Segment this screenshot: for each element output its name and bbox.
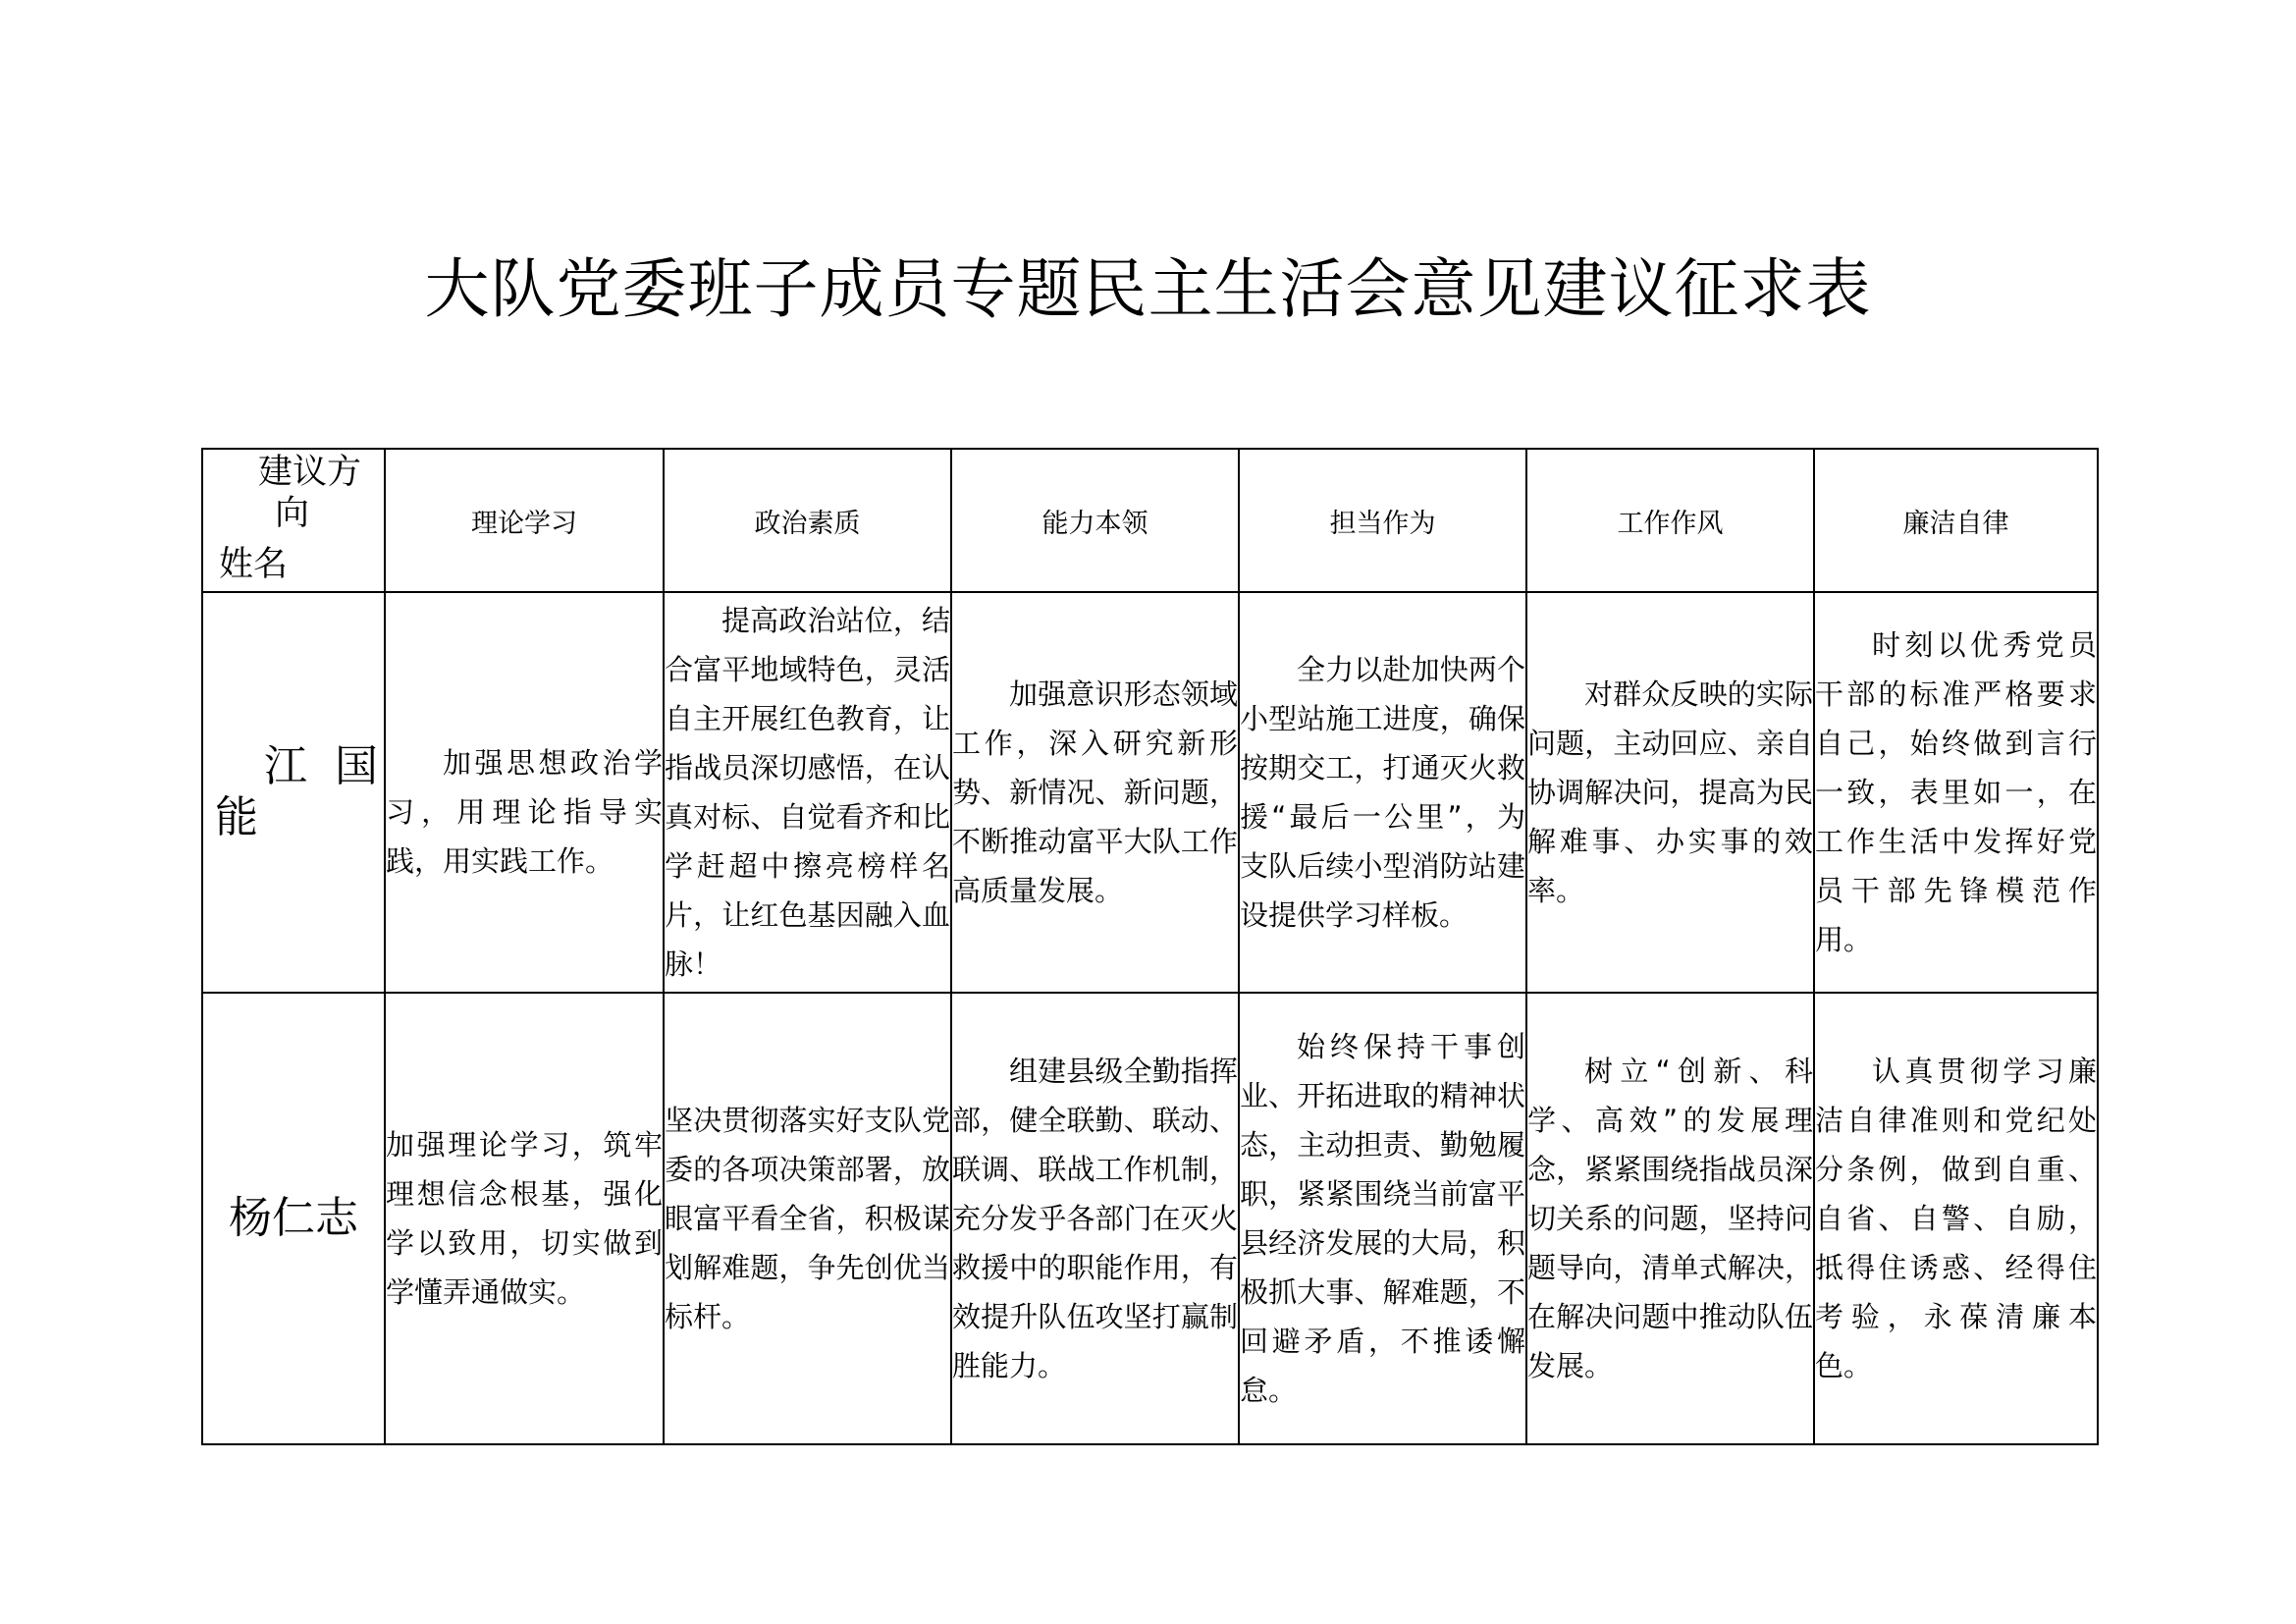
cell-politics: 坚决贯彻落实好支队党委的各项决策部署，放眼富平看全省，积极谋划解难题，争先创优当标杆。 (664, 993, 951, 1444)
cell-ability: 组建县级全勤指挥部，健全联勤、联动、联调、联战工作机制，充分发乎各部门在灭火救援中的职能作用，有效提升队伍攻坚打赢制胜能力。 (951, 993, 1239, 1444)
column-header-theory: 理论学习 (385, 449, 664, 592)
member-name-line2: 能 (215, 792, 258, 842)
cell-work-style: 对群众反映的实际问题，主动回应、亲自协调解决问，提高为民解难事、办实事的效率。 (1526, 592, 1814, 993)
column-header-work-style: 工作作风 (1526, 449, 1814, 592)
header-row (202, 449, 2098, 592)
corner-header-cell (202, 449, 385, 592)
page-title: 大队党委班子成员专题民主生活会意见建议征求表 (424, 251, 1872, 327)
cell-work-style: 树立“创新、科学、高效”的发展理念，紧紧围绕指战员深切关系的问题，坚持问题导向，清单式解决，在解决问题中推动队伍发展。 (1526, 993, 1814, 1444)
table-row (202, 592, 2098, 993)
cell-integrity: 认真贯彻学习廉洁自律准则和党纪处分条例，做到自重、自省、自警、自励，抵得住诱惑、经得住考验，永葆清廉本色。 (1814, 993, 2098, 1444)
cell-responsibility: 始终保持干事创业、开拓进取的精神状态，主动担责、勤勉履职，紧紧围绕当前富平县经济发展的大局，积极抓大事、解难题，不回避矛盾，不推诿懈怠。 (1239, 993, 1526, 1444)
member-name: 杨仁志 (229, 1193, 358, 1243)
cell-politics: 提高政治站位，结合富平地域特色，灵活自主开展红色教育，让指战员深切感悟，在认真对标、自觉看齐和比学赶超中擦亮榜样名片，让红色基因融入血脉！ (664, 592, 951, 993)
table-row (202, 993, 2098, 1444)
member-name-cell (202, 993, 385, 1444)
cell-responsibility: 全力以赴加快两个小型站施工进度，确保按期交工，打通灭火救援“最后一公里”，为支队后续小型消防站建设提供学习样板。 (1239, 592, 1526, 993)
column-header-ability: 能力本领 (951, 449, 1239, 592)
survey-table (201, 448, 2099, 1445)
cell-theory: 加强思想政治学习，用理论指导实践，用实践工作。 (385, 592, 664, 993)
corner-label-direction: 建议方 (258, 453, 362, 492)
column-header-integrity: 廉洁自律 (1814, 449, 2098, 592)
cell-integrity: 时刻以优秀党员干部的标准严格要求自己，始终做到言行一致，表里如一，在工作生活中发挥好党员干部先锋模范作用。 (1814, 592, 2098, 993)
corner-label-direction-end: 向 (275, 494, 310, 533)
member-name-cell (202, 592, 405, 993)
cell-theory: 加强理论学习，筑牢理想信念根基，强化学以致用，切实做到学懂弄通做实。 (385, 993, 664, 1444)
column-header-politics: 政治素质 (664, 449, 951, 592)
column-header-responsibility: 担当作为 (1239, 449, 1526, 592)
member-name (203, 741, 405, 843)
cell-ability: 加强意识形态领域工作，深入研究新形势、新情况、新问题，不断推动富平大队工作高质量发展。 (951, 592, 1239, 993)
member-name-line1: 江国 (264, 741, 405, 791)
corner-label-name: 姓名 (219, 545, 289, 584)
